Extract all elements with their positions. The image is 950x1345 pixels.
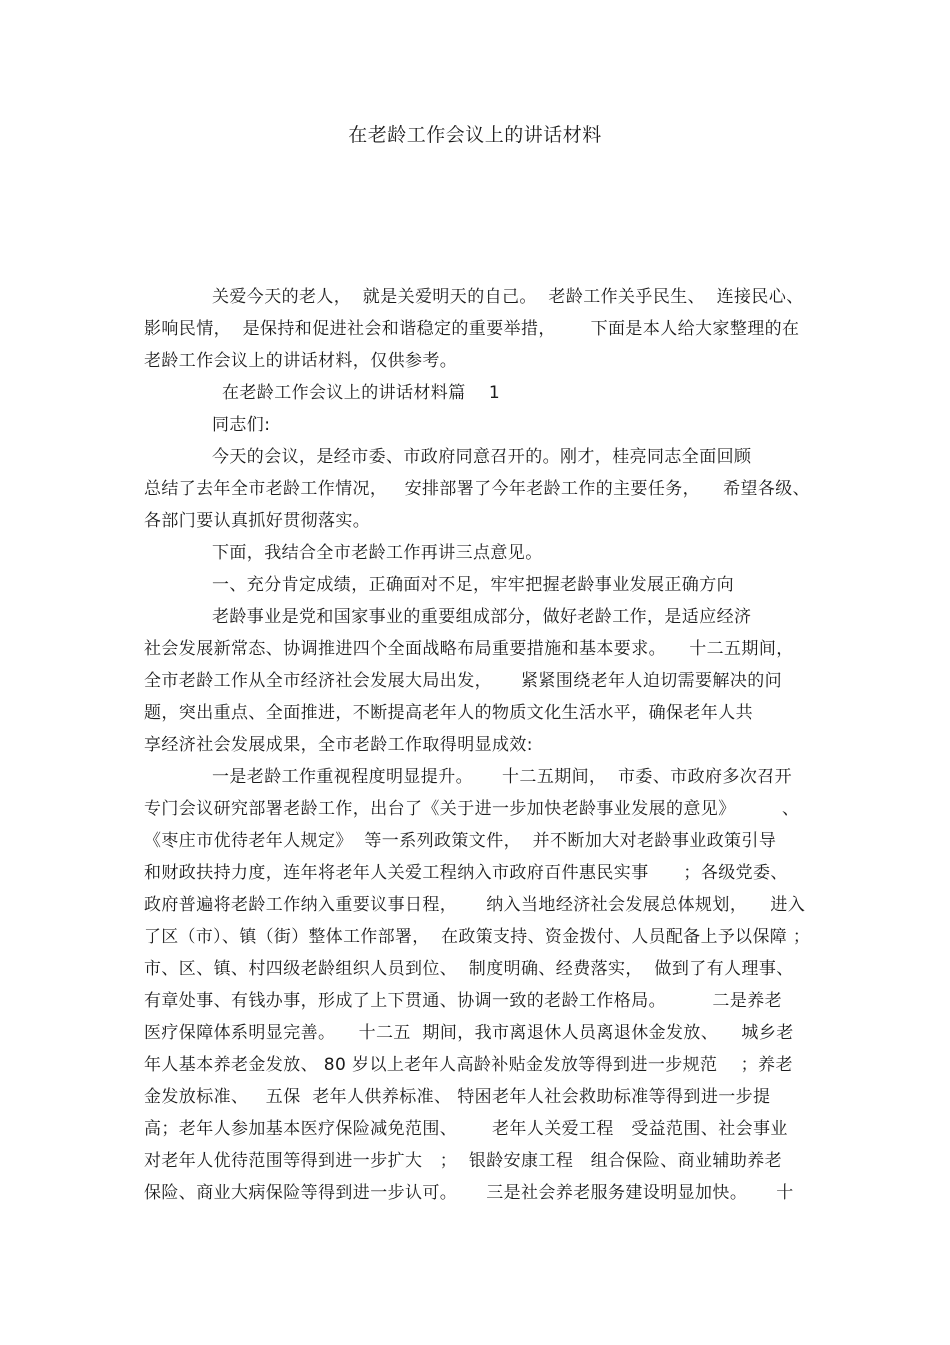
document-title: 在老龄工作会议上的讲话材料 — [348, 124, 602, 146]
body-line: 市、区、镇、村四级老龄组织人员到位、 制度明确、经费落实， 做到了有人理事、 — [144, 959, 794, 979]
body-line: 高；老年人参加基本医疗保险减免范围、 老年人关爱工程 受益范围、社会事业 — [144, 1119, 788, 1139]
body-line: 影响民情， 是保持和促进社会和谐稳定的重要举措， 下面是本人给大家整理的在 — [144, 319, 800, 339]
body-line: 保险、商业大病保险等得到进一步认可。 三是社会养老服务建设明显加快。 十 — [144, 1183, 794, 1203]
body-line: 全市老龄工作从全市经济社会发展大局出发， 紧紧围绕老年人迫切需要解决的问 — [144, 671, 783, 691]
body-line: 专门会议研究部署老龄工作，出台了《关于进一步加快老龄事业发展的意见》 、 — [144, 799, 800, 819]
body-line: 金发放标准、 五保 老年人供养标准、 特困老年人社会救助标准等得到进一步提 — [144, 1087, 771, 1107]
salutation: 同志们: — [212, 415, 271, 435]
body-line: 医疗保障体系明显完善。 十二五 期间，我市离退休人员离退休金发放、 城乡老 — [144, 1023, 794, 1043]
body-line: 年人基本养老金发放、 80 岁以上老年人高龄补贴金发放等得到进一步规范 ；养老 — [144, 1055, 793, 1075]
body-line: 各部门要认真抓好贯彻落实。 — [144, 511, 371, 531]
body-line: 今天的会议，是经市委、市政府同意召开的。刚才，桂亮同志全面回顾 — [212, 447, 752, 467]
body-line: 下面，我结合全市老龄工作再讲三点意见。 — [212, 543, 543, 563]
body-line: 老龄工作会议上的讲话材料，仅供参考。 — [144, 351, 458, 371]
body-line: 老龄事业是党和国家事业的重要组成部分，做好老龄工作，是适应经济 — [212, 607, 752, 627]
body-line: 题，突出重点、全面推进，不断提高老年人的物质文化生活水平，确保老年人共 — [144, 703, 753, 723]
body-line: 有章处事、有钱办事，形成了上下贯通、协调一致的老龄工作格局。 二是养老 — [144, 991, 783, 1011]
body-line: 政府普遍将老龄工作纳入重要议事日程， 纳入当地经济社会发展总体规划， 进入 — [144, 895, 806, 915]
body-line: 对老年人优待范围等得到进一步扩大 ； 银龄安康工程 组合保险、商业辅助养老 — [144, 1151, 783, 1171]
section-heading: 在老龄工作会议上的讲话材料篇 1 — [222, 383, 501, 403]
body-line: 关爱今天的老人， 就是关爱明天的自己。 老龄工作关乎民生、 连接民心、 — [212, 287, 804, 307]
body-line: 社会发展新常态、协调推进四个全面战略布局重要措施和基本要求。 十二五期间， — [144, 639, 794, 659]
body-line: 享经济社会发展成果，全市老龄工作取得明显成效: — [144, 735, 533, 755]
body-line: 《枣庄市优待老年人规定》 等一系列政策文件， 并不断加大对老龄事业政策引导 — [144, 831, 777, 851]
subsection-heading: 一、充分肯定成绩，正确面对不足，牢牢把握老龄事业发展正确方向 — [212, 575, 734, 595]
body-line: 一是老龄工作重视程度明显提升。 十二五期间， 市委、市政府多次召开 — [212, 767, 793, 787]
body-line: 了区（市）、镇（街）整体工作部署， 在政策支持、资金拨付、人员配备上予以保障 ； — [144, 927, 811, 947]
body-line: 和财政扶持力度，连年将老年人关爱工程纳入市政府百件惠民实事 ；各级党委、 — [144, 863, 788, 883]
body-line: 总结了去年全市老龄工作情况， 安排部署了今年老龄工作的主要任务， 希望各级、 — [144, 479, 811, 499]
